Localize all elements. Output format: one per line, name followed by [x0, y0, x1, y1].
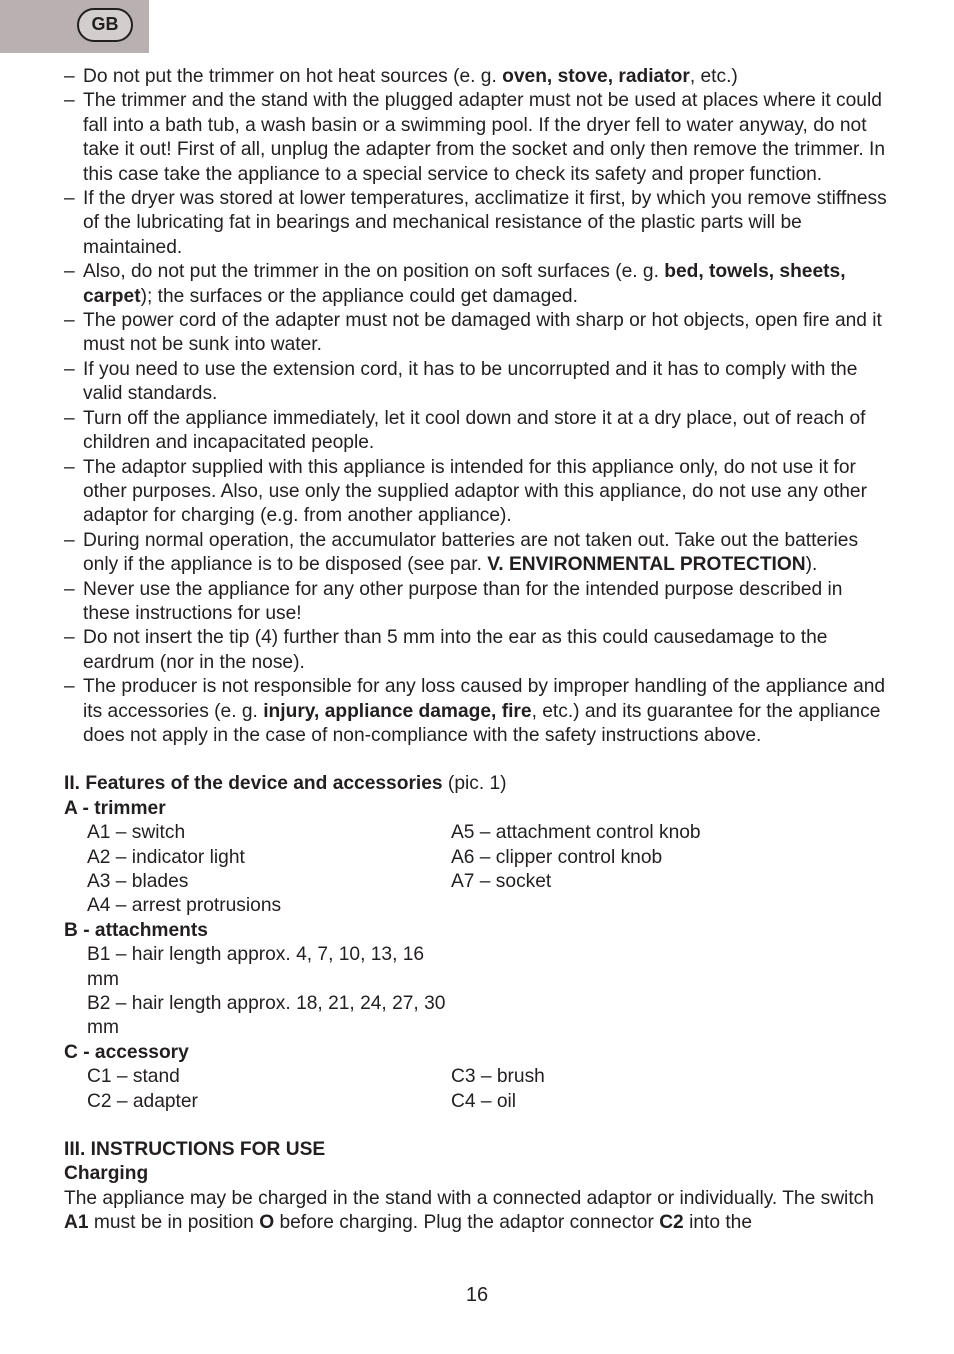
feature-item-left: C2 – adapter: [87, 1090, 198, 1112]
feature-item-left: B1 – hair length approx. 4, 7, 10, 13, 16 mm: [87, 944, 425, 990]
bullet-text: Never use the appliance for any other purpose than for the intended purpose described in these instructions for use!: [83, 578, 843, 624]
bullet-dash: –: [64, 90, 75, 112]
bullet-dash: –: [64, 66, 75, 87]
feature-item-left: A1 – switch: [87, 822, 186, 844]
safety-bullet-item: [64, 260, 894, 309]
bullet-text: bed, towels, sheets, carpet: [83, 261, 846, 307]
feature-row: [64, 992, 894, 1041]
feature-row: [64, 846, 894, 870]
feature-row: [64, 1090, 894, 1114]
bullet-text: , etc.) and its guarantee for the appliance does not apply in the case of non-compliance with the safety instructions above.: [83, 700, 881, 746]
safety-bullet-item: [64, 456, 894, 529]
feature-item-right: A6 – clipper control knob: [451, 846, 663, 868]
bullet-dash: –: [64, 407, 75, 429]
bullet-text: ).: [805, 554, 818, 576]
bullet-text: V. ENVIRONMENTAL PROTECTION: [487, 554, 806, 576]
feature-group-name: - accessory: [77, 1041, 189, 1063]
safety-bullet-item: [64, 89, 894, 187]
charging-text: into the: [683, 1212, 753, 1234]
bullet-text: The power cord of the adapter must not be damaged with sharp or hot objects, open fire and it must not be sunk into water.: [83, 310, 882, 356]
bullet-text: oven, stove, radiator: [502, 66, 690, 87]
bullet-text: During normal operation, the accumulator batteries are not taken out. Take out the batteries only if the appliance is to be disposed (see par.: [83, 529, 859, 576]
safety-bullet-item: [64, 407, 894, 456]
charging-text: C2: [659, 1212, 684, 1234]
features-groups: [64, 797, 894, 1114]
safety-bullet-item: [64, 65, 894, 89]
bullet-text: If the dryer was stored at lower temperatures, acclimatize it first, by which you remove stiffness of the lubricating fat in bearings and mechanical resistance of the plastic parts will be maintained.: [83, 188, 887, 258]
safety-bullet-item: [64, 675, 894, 748]
feature-group-heading: [64, 797, 894, 821]
feature-row: [64, 1065, 894, 1089]
safety-bullet-item: [64, 358, 894, 407]
bullet-text: ); the surfaces or the appliance could get damaged.: [140, 285, 578, 307]
page-number: 16: [465, 1284, 489, 1306]
feature-group-letter: A: [64, 797, 78, 819]
feature-item-left: A2 – indicator light: [87, 846, 245, 868]
language-badge: GB: [77, 8, 133, 42]
page-content: [64, 65, 894, 1236]
safety-bullet-item: [64, 309, 894, 358]
bullet-text: Also, do not put the trimmer in the on position on soft surfaces (e. g.: [83, 261, 665, 283]
safety-bullet-item: [64, 578, 894, 627]
bullet-text: If you need to use the extension cord, it has to be uncorrupted and it has to comply with the valid standards.: [83, 358, 858, 405]
bullet-dash: –: [64, 261, 75, 283]
bullet-dash: –: [64, 188, 75, 210]
feature-row: [64, 943, 894, 992]
bullet-dash: –: [64, 358, 75, 380]
feature-group-letter: B: [64, 919, 78, 941]
charging-text: O: [259, 1212, 275, 1234]
feature-group-heading: [64, 919, 894, 943]
feature-item-right: A7 – socket: [451, 871, 552, 892]
feature-item-left: A4 – arrest protrusions: [87, 895, 282, 917]
bullet-dash: –: [64, 627, 75, 649]
feature-row: [64, 870, 894, 894]
charging-text: must be in position: [88, 1212, 260, 1234]
language-tab: [0, 0, 149, 53]
bullet-dash: –: [64, 578, 75, 600]
charging-text: A1: [64, 1212, 89, 1234]
feature-group-name: - attachments: [77, 919, 208, 941]
feature-item-left: C1 – stand: [87, 1066, 180, 1088]
safety-instructions-list: [64, 65, 894, 748]
feature-group-name: - trimmer: [77, 797, 166, 819]
bullet-dash: –: [64, 676, 75, 698]
bullet-text: The adaptor supplied with this appliance is intended for this appliance only, do not use it for other purposes. Also, use only the supplied adaptor with this appliance, do not use any other adaptor for charging (e.g. from another appliance).: [83, 456, 867, 527]
charging-text: before charging. Plug the adaptor connector: [274, 1212, 660, 1234]
charging-text: The appliance may be charged in the stand with a connected adaptor or individually. The switch: [64, 1187, 874, 1209]
bullet-dash: –: [64, 456, 75, 478]
feature-item-right: C4 – oil: [451, 1090, 517, 1112]
bullet-dash: –: [64, 310, 75, 332]
charging-paragraph: [64, 1187, 894, 1236]
bullet-text: Do not put the trimmer on hot heat sources (e. g.: [83, 66, 503, 87]
features-heading: [64, 772, 894, 796]
bullet-text: , etc.): [689, 66, 738, 87]
safety-bullet-item: [64, 187, 894, 260]
feature-group-heading: [64, 1041, 894, 1065]
bullet-text: The trimmer and the stand with the plugged adapter must not be used at places where it could fall into a bath tub, a wash basin or a swimming pool. If the dryer fell to water anyway, do not take it out! First of all, unplug the adapter from the socket and only then remove the trimmer. In this case take the appliance to a special service to check its safety and proper function.: [83, 90, 886, 185]
bullet-dash: –: [64, 529, 75, 551]
features-title-suffix: (pic. 1): [442, 773, 507, 795]
bullet-text: injury, appliance damage, fire: [263, 700, 532, 722]
feature-row: [64, 894, 894, 918]
feature-item-left: B2 – hair length approx. 18, 21, 24, 27, 30 mm: [87, 993, 446, 1039]
safety-bullet-item: [64, 626, 894, 675]
features-title: II. Features of the device and accessories: [64, 773, 443, 795]
feature-group-letter: C: [64, 1041, 78, 1063]
feature-item-left: A3 – blades: [87, 871, 189, 892]
feature-item-right: A5 – attachment control knob: [451, 822, 701, 844]
safety-bullet-item: [64, 529, 894, 578]
charging-subtitle: Charging: [64, 1163, 149, 1185]
feature-item-right: C3 – brush: [451, 1066, 545, 1088]
bullet-text: Do not insert the tip (4) further than 5 mm into the ear as this could causedamage to the eardrum (nor in the nose).: [83, 627, 828, 673]
feature-row: [64, 821, 894, 845]
bullet-text: Turn off the appliance immediately, let it cool down and store it at a dry place, out of reach of children and incapacitated people.: [83, 407, 866, 454]
bullet-text: The producer is not responsible for any loss caused by improper handling of the appliance and its accessories (e. g.: [83, 676, 886, 722]
instructions-title: III. INSTRUCTIONS FOR USE: [64, 1139, 326, 1161]
